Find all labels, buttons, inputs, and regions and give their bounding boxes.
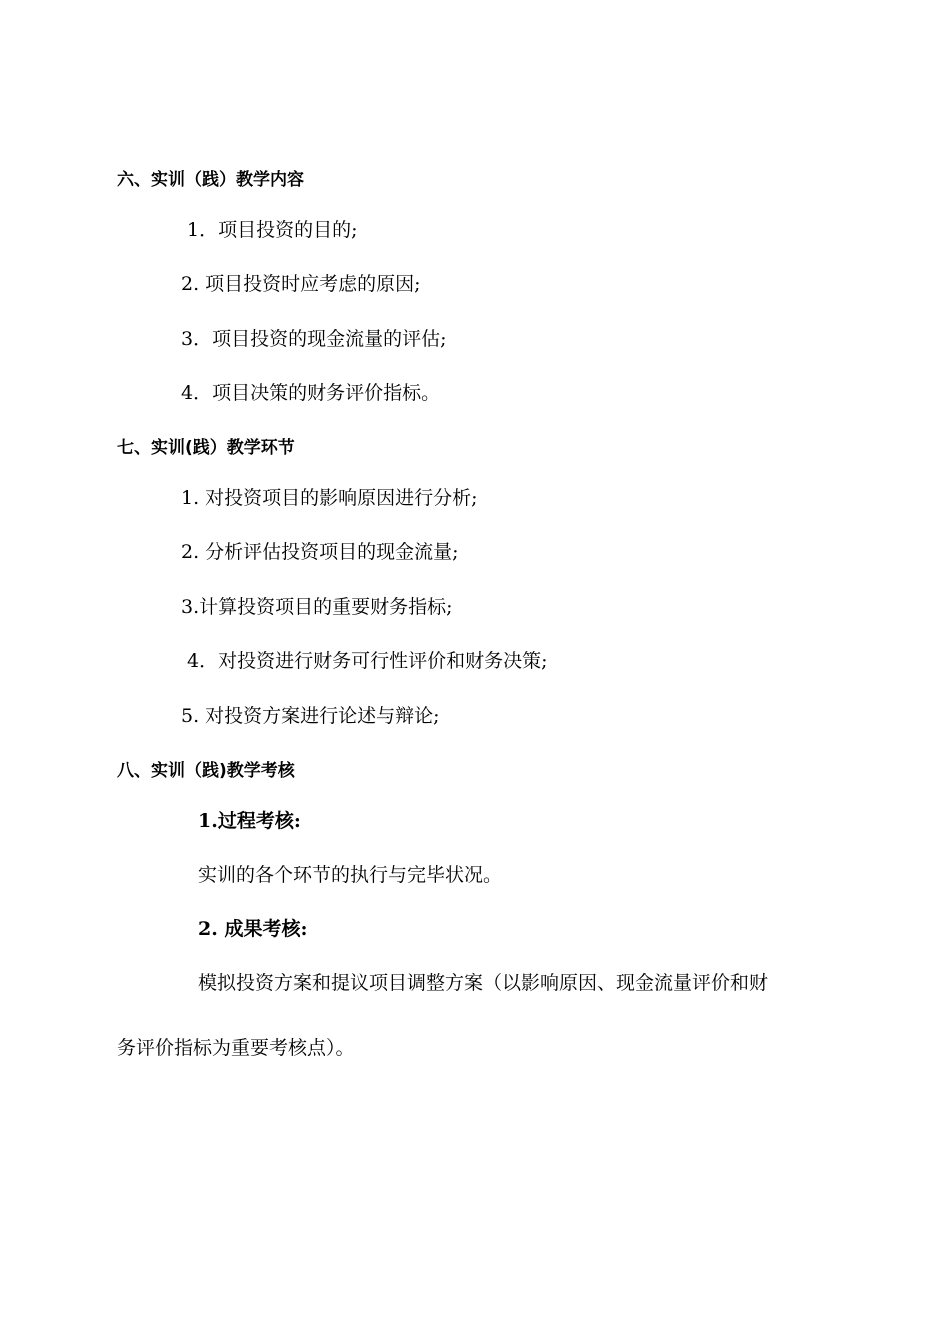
section7-item-4: 4．对投资进行财务可行性评价和财务决策; bbox=[187, 650, 548, 672]
section7-item-5: 5. 对投资方案进行论述与辩论; bbox=[181, 705, 440, 727]
section6-heading: 六、实训（践）教学内容 bbox=[117, 170, 304, 190]
section6-item-1: 1．项目投资的目的; bbox=[187, 219, 358, 241]
result-assessment-text-line2: 务评价指标为重要考核点）。 bbox=[117, 1037, 355, 1059]
section7-item-3: 3.计算投资项目的重要财务指标; bbox=[181, 596, 453, 618]
process-assessment-title: 1.过程考核: bbox=[198, 810, 301, 832]
section6-item-3: 3．项目投资的现金流量的评估; bbox=[181, 328, 447, 350]
section7-item-2: 2. 分析评估投资项目的现金流量; bbox=[181, 541, 459, 563]
result-assessment-text-line1: 模拟投资方案和提议项目调整方案（以影响原因、现金流量评价和财 bbox=[198, 972, 769, 994]
process-assessment-text: 实训的各个环节的执行与完毕状况。 bbox=[198, 864, 503, 886]
section6-item-4: 4．项目决策的财务评价指标。 bbox=[181, 382, 441, 404]
section7-heading: 七、实训(践）教学环节 bbox=[117, 438, 295, 458]
section7-item-1: 1. 对投资项目的影响原因进行分析; bbox=[181, 487, 478, 509]
section8-heading: 八、实训（践)教学考核 bbox=[117, 761, 295, 781]
section6-item-2: 2. 项目投资时应考虑的原因; bbox=[181, 273, 421, 295]
result-assessment-title: 2. 成果考核: bbox=[198, 918, 308, 940]
